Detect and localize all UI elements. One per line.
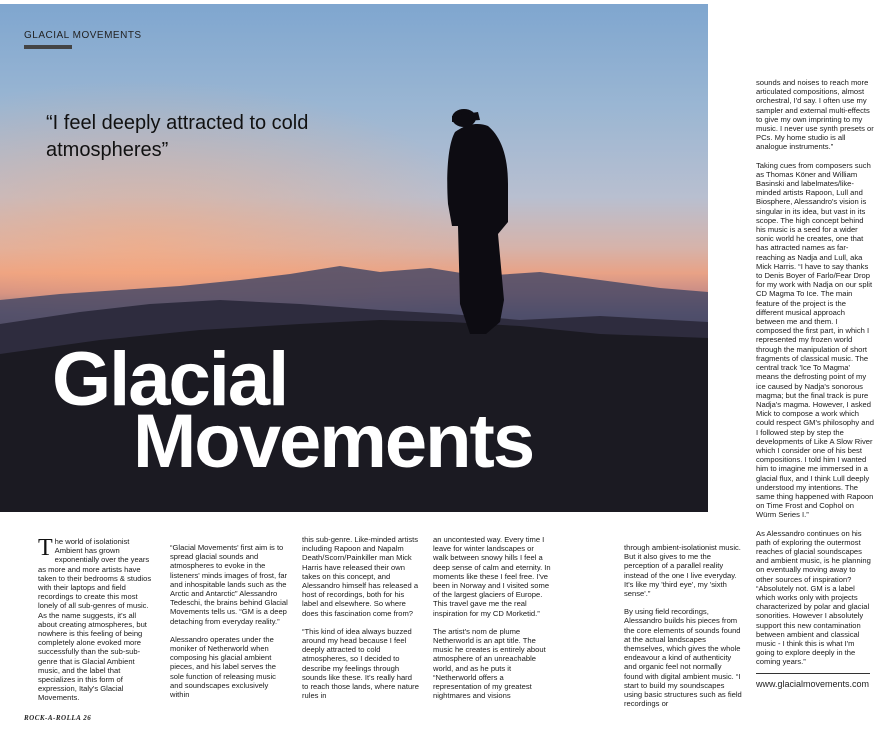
paragraph: The artist's nom de plume Netherworld is an apt title. The music he creates is entirely about atmosphere of an unreachable world, and as he puts it “Netherworld offers a representation of my greatest nightmares and visions xyxy=(433,626,546,701)
headline-line-1: Glacial xyxy=(52,337,288,422)
paragraph: through ambient-isolationist music. But it also gives to me the perception of a parallel reality instead of the one I live everyday. It's like my 'third eye', my 'sixth sense'.” xyxy=(624,543,741,599)
paragraph: he world of isolationist Ambient has grown exponentially over the years as more and more artists have taken to their bedrooms & studios with their laptops and field recordings to create this most lonely of all sub-genres of music. As the name suggests, it's all about creating atmospheres, but nowhere is this feeling of being completely alone evoked more successfully than the sub-sub-genre that is Glacial Ambient music, and the label that specializes in this form of expression, Italy's Glacial Movements. xyxy=(38,537,152,703)
page-folio: ROCK-A-ROLLA 26 xyxy=(24,714,92,722)
paragraph: By using field recordings, Alessandro builds his pieces from the core elements of sounds found at the actual landscapes themselves, which gives the whole endeavour a kind of authenticity and organic feel not normally found with digital ambient music. “I start to build my soundscapes using basic structures such as field recordings or xyxy=(624,607,742,709)
pull-quote: “I feel deeply attracted to cold atmospheres” xyxy=(46,112,309,161)
drop-cap: T xyxy=(38,535,53,561)
paragraph: “Glacial Movements' first aim is to spread glacial sounds and atmospheres to evoke in the listeners' minds images of frost, far and inhospitable lands such as the Arctic and Antarctic” Alessandro Tedeschi, the brains behind Glacial Movements tells us. “GM is a deep detaching from everyday reality.” xyxy=(170,543,288,626)
paragraph: this sub-genre. Like-minded artists including Rapoon and Napalm Death/Scorn/Painkiller man Mick Harris have released their own takes on this concept, and Alessandro himself has released a host of recordings, both for his label and elsewhere. So where does this fascination come from? xyxy=(302,535,419,618)
article-column-5 xyxy=(624,543,742,717)
paragraph: an uncontested way. Every time I leave for winter landscapes or walk between snowy hills I feel a deep sense of calm and eternity. In moments like these I feel free. I've been in Norway and I visited some of the largest glaciers of Europe. This travel gave me the real inspiration for my CD Morketid.” xyxy=(433,535,551,618)
article-column-4 xyxy=(433,535,551,709)
website-link[interactable]: www.glacialmovements.com xyxy=(756,679,870,689)
paragraph: Alessandro operates under the moniker of Netherworld when composing his glacial ambient pieces, and his label serves the sole function of releasing music and soundscapes exclusively within xyxy=(170,634,276,700)
article-column-3 xyxy=(302,535,420,709)
paragraph: As Alessandro continues on his path of exploring the outermost reaches of glacial soundscapes and ambient music, is he planning on eventually moving away to other sources of inspiration? “Absolutely not. GM is a label which works only with projects characterized by polar and glacial sonorities. However I absolutely support this new contamination between ambient and classical music - I think this is what I'm going to explore deeply in the coming years.” xyxy=(756,528,871,667)
hero-photo xyxy=(0,4,708,512)
paragraph: sounds and noises to reach more articulated compositions, almost orchestral, I'd say. I often use my sampler and external multi-effects to give my own imprinting to my music. I never use synth presets or PCs. My home studio is all analogue instruments.” xyxy=(756,78,874,152)
website-divider xyxy=(756,673,870,674)
kicker-underline xyxy=(24,45,72,49)
paragraph: Taking cues from composers such as Thomas Köner and William Basinski and labelmates/like-minded artists Rapoon, Lull and Biosphere, Alessandro's vision is singular in its idea, but vast in its scope. The high concept behind his music is a seed for a wider sonic world he creates, one that has attracted names as far-reaching as Nadja and Lull, aka Mick Harris. “I have to say thanks to Denis Boyer of Farlo/Fear Drop for my work with Nadja on our split CD Magma To Ice. The main feature of the project is the different musical approach between me and them. I composed the first part, in which I represented my frozen world through the manipulation of short fragments of classical music. The central track 'Ice To Magma' means the defrosting point of my ice caused by Nadja's sonorous magma; but the final track is pure Nadja's magma. However, I asked Mick to compose a work which could respect GM's philosophy and I followed step by step the developments of Like A Slow River which I consider one of his best compositions. I told him I wanted him to imagine me immersed in a glacial flux, and I think Lull deeply understood my intentions. The same thing happened with Rapoon on Time Frost and Cophol on Würm Series I.” xyxy=(756,160,874,520)
article-column-2 xyxy=(170,543,288,708)
section-kicker: GLACIAL MOVEMENTS xyxy=(24,30,142,41)
headline-line-2: Movements xyxy=(133,399,534,484)
paragraph: “This kind of idea always buzzed around my head because I feel deeply attracted to cold atmospheres, so I decided to describe my feelings through sounds like these. It's really hard to reach those lands, where nature rules in xyxy=(302,626,419,701)
article-column-6 xyxy=(756,78,874,676)
article-column-1 xyxy=(38,537,156,712)
